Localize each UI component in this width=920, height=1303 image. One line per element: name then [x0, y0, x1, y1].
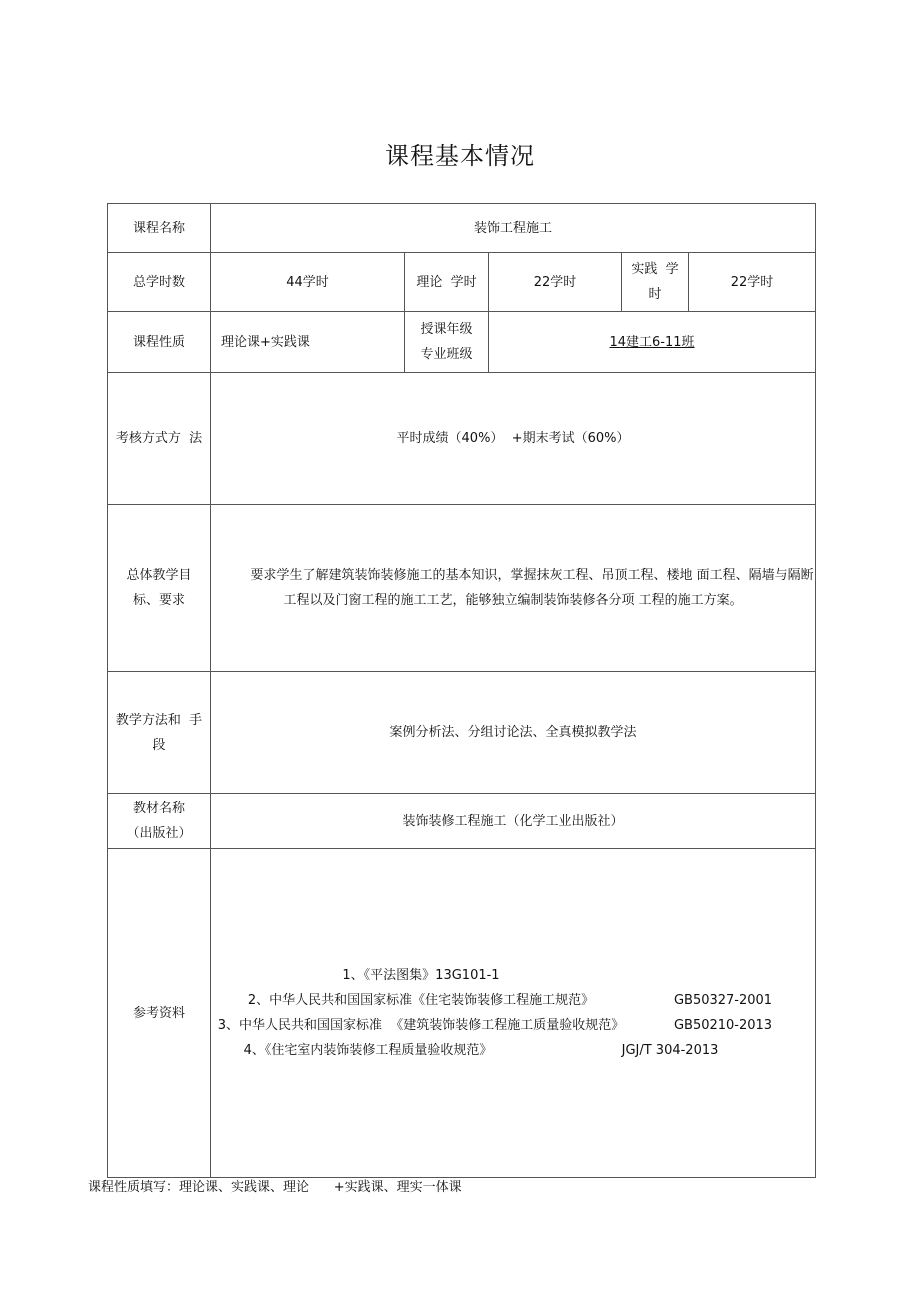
methods-value: 案例分析法、分组讨论法、全真模拟教学法	[211, 672, 816, 794]
goals-label-line1: 总体教学目	[126, 568, 192, 583]
row-goals	[108, 505, 816, 672]
course-nature-label: 课程性质	[108, 312, 211, 373]
reference-text: 2、中华人民共和国国家标准《住宅装饰装修工程施工规范》	[247, 993, 595, 1008]
course-name-label: 课程名称	[108, 204, 211, 253]
reference-code: GB50327-2001	[673, 993, 773, 1008]
goals-value: 要求学生了解建筑装饰装修施工的基本知识，掌握抹灰工程、吊顶工程、楼地 面工程、隔墙与隔断工程以及门窗工程的施工工艺，能够独立编制装饰装修各分项 工程的施工方案。	[211, 505, 816, 672]
grade-label-line1: 授课年级	[420, 322, 473, 337]
practice-hours-label-line1: 实践 学	[631, 262, 679, 277]
textbook-value: 装饰装修工程施工（化学工业出版社）	[211, 794, 816, 849]
reference-code: GB50210-2013	[673, 1018, 773, 1033]
methods-label	[108, 672, 211, 794]
grade-label-line2: 专业班级	[420, 347, 473, 362]
row-references	[108, 849, 816, 1178]
footnote: 课程性质填写：理论课、实践课、理论 +实践课、理实一体课	[88, 1180, 462, 1195]
reference-text: 1、《平法图集》13G101-1	[342, 968, 500, 983]
row-assessment	[108, 373, 816, 505]
course-info-table	[107, 203, 816, 1178]
grade-class-label	[405, 312, 489, 373]
references-list	[211, 849, 816, 1178]
total-hours-label: 总学时数	[108, 253, 211, 312]
textbook-label-line2: （出版社）	[126, 826, 192, 841]
theory-hours-value: 22学时	[489, 253, 622, 312]
practice-hours-label-line2: 时	[648, 287, 662, 302]
textbook-label	[108, 794, 211, 849]
practice-hours-value: 22学时	[689, 253, 816, 312]
assessment-value: 平时成绩（40%） +期末考试（60%）	[211, 373, 816, 505]
reference-text: 4、《住宅室内装饰装修工程质量验收规范》	[243, 1043, 493, 1058]
row-methods	[108, 672, 816, 794]
goals-label	[108, 505, 211, 672]
assessment-label: 考核方式方 法	[108, 373, 211, 505]
textbook-label-line1: 教材名称	[132, 801, 185, 816]
reference-item	[211, 1038, 815, 1063]
grade-class-text: 14建工6-11班	[609, 334, 695, 350]
references-label: 参考资料	[108, 849, 211, 1178]
methods-label-line1: 教学方法和 手	[115, 712, 203, 728]
row-course-name	[108, 204, 816, 253]
reference-code: JGJ/T 304-2013	[621, 1043, 719, 1058]
reference-item	[211, 963, 815, 988]
reference-item	[211, 1013, 815, 1038]
reference-text: 3、中华人民共和国国家标准 《建筑装饰装修工程施工质量验收规范》	[217, 1018, 625, 1033]
course-nature-value: 理论课+实践课	[211, 312, 405, 373]
theory-hours-label: 理论 学时	[405, 253, 489, 312]
practice-hours-label	[622, 253, 689, 312]
row-textbook	[108, 794, 816, 849]
row-hours	[108, 253, 816, 312]
course-name-value: 装饰工程施工	[211, 204, 816, 253]
goals-label-line2: 标、要求	[132, 593, 185, 608]
page-title: 课程基本情况	[385, 142, 535, 170]
total-hours-value: 44学时	[211, 253, 405, 312]
methods-label-line2: 段	[152, 737, 166, 753]
grade-class-value	[489, 312, 816, 373]
reference-item	[211, 988, 815, 1013]
row-nature	[108, 312, 816, 373]
